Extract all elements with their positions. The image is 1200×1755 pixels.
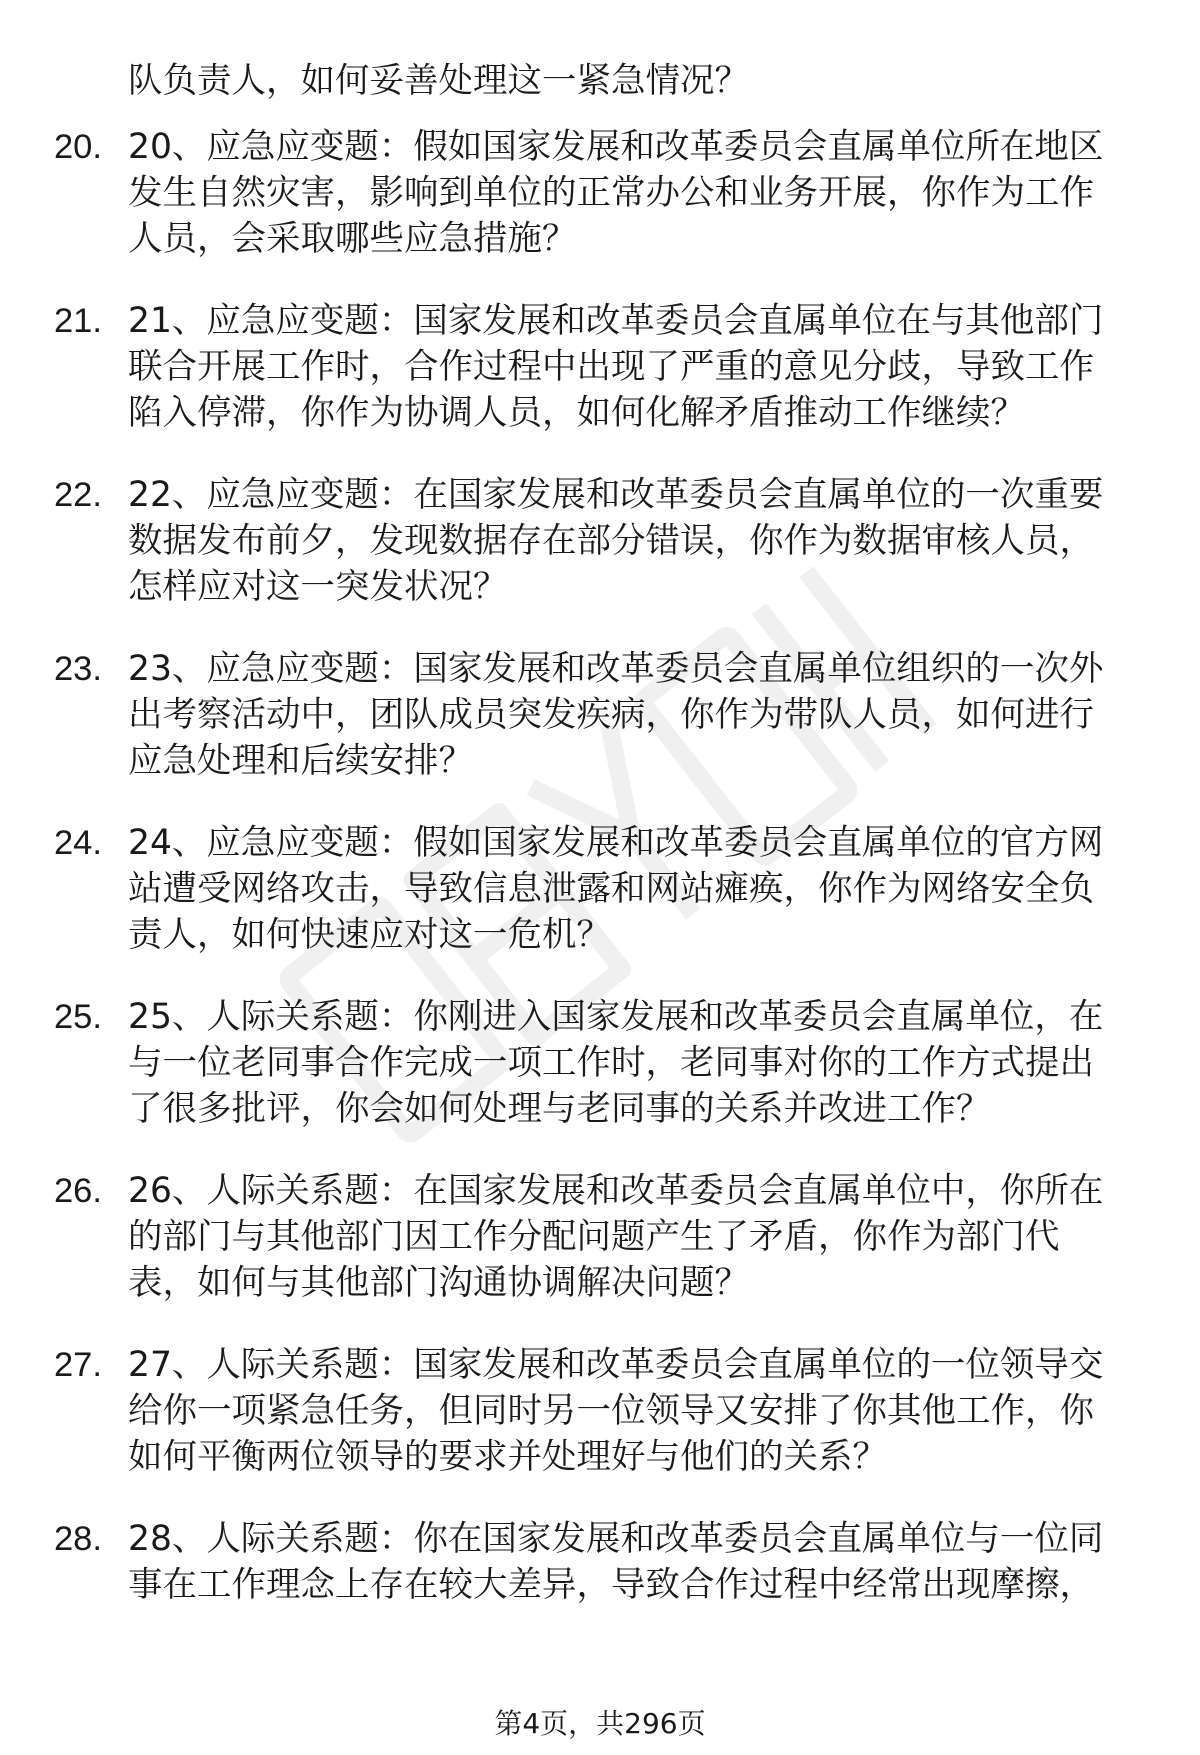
item-text-line: 21、应急应变题：国家发展和改革委员会直属单位在与其他部门 xyxy=(128,301,1104,341)
item-text-line: 怎样应对这一突发状况？ xyxy=(128,567,508,607)
item-text xyxy=(128,1516,1154,1608)
list-item xyxy=(54,298,1154,436)
item-text-line: 责人，如何快速应对这一危机？ xyxy=(128,915,611,955)
item-text-line: 出考察活动中，团队成员突发疾病，你作为带队人员，如何进行 xyxy=(128,695,1094,735)
item-number: 27. xyxy=(54,1346,102,1384)
item-text-line: 24、应急应变题：假如国家发展和改革委员会直属单位的官方网 xyxy=(128,823,1104,863)
item-number: 23. xyxy=(54,650,102,688)
list-item xyxy=(54,646,1154,784)
list-item xyxy=(54,1342,1154,1480)
item-text-line: 陷入停滞，你作为协调人员，如何化解矛盾推动工作继续？ xyxy=(128,393,1025,433)
item-number: 25. xyxy=(54,998,102,1036)
item-number: 22. xyxy=(54,476,102,514)
item-text-line: 了很多批评，你会如何处理与老同事的关系并改进工作？ xyxy=(128,1089,991,1129)
item-text-line: 28、人际关系题：你在国家发展和改革委员会直属单位与一位同 xyxy=(128,1519,1104,1559)
item-text xyxy=(128,994,1154,1132)
list-item xyxy=(54,820,1154,958)
list-item xyxy=(54,1168,1154,1306)
item-text-line: 的部门与其他部门因工作分配问题产生了矛盾，你作为部门代 xyxy=(128,1217,1060,1257)
item-text-line: 人员，会采取哪些应急措施？ xyxy=(128,219,577,259)
item-number: 21. xyxy=(54,302,102,340)
item-text-line: 与一位老同事合作完成一项工作时，老同事对你的工作方式提出 xyxy=(128,1043,1094,1083)
item-text xyxy=(128,646,1154,784)
item-text xyxy=(128,124,1154,262)
item-text xyxy=(128,820,1154,958)
item-text-line: 事在工作理念上存在较大差异，导致合作过程中经常出现摩擦， xyxy=(128,1565,1094,1605)
continued-text-line: 队负责人，如何妥善处理这一紧急情况？ xyxy=(128,61,749,101)
item-text-line: 联合开展工作时，合作过程中出现了严重的意见分歧，导致工作 xyxy=(128,347,1094,387)
item-text-line: 应急处理和后续安排？ xyxy=(128,741,473,781)
item-text-line: 26、人际关系题：在国家发展和改革委员会直属单位中，你所在 xyxy=(128,1171,1104,1211)
item-text xyxy=(128,1168,1154,1306)
question-list xyxy=(54,58,1154,1608)
item-text-line: 表，如何与其他部门沟通协调解决问题？ xyxy=(128,1263,749,1303)
item-number: 28. xyxy=(54,1520,102,1558)
item-text-line: 25、人际关系题：你刚进入国家发展和改革委员会直属单位，在 xyxy=(128,997,1104,1037)
list-item xyxy=(54,1516,1154,1608)
item-text-line: 数据发布前夕，发现数据存在部分错误，你作为数据审核人员， xyxy=(128,521,1094,561)
item-text-line: 27、人际关系题：国家发展和改革委员会直属单位的一位领导交 xyxy=(128,1345,1104,1385)
item-text-line: 如何平衡两位领导的要求并处理好与他们的关系？ xyxy=(128,1437,887,1477)
items-container xyxy=(54,124,1154,1608)
item-number: 26. xyxy=(54,1172,102,1210)
list-item xyxy=(54,124,1154,262)
item-text-line: 发生自然灾害，影响到单位的正常办公和业务开展，你作为工作 xyxy=(128,173,1094,213)
item-text xyxy=(128,1342,1154,1480)
item-number: 20. xyxy=(54,128,102,166)
item-number: 24. xyxy=(54,824,102,862)
item-text-line: 23、应急应变题：国家发展和改革委员会直属单位组织的一次外 xyxy=(128,649,1104,689)
item-text-line: 20、应急应变题：假如国家发展和改革委员会直属单位所在地区 xyxy=(128,127,1104,167)
item-text-line: 给你一项紧急任务，但同时另一位领导又安排了你其他工作，你 xyxy=(128,1391,1094,1431)
list-item xyxy=(54,994,1154,1132)
item-text-line: 站遭受网络攻击，导致信息泄露和网站瘫痪，你作为网络安全负 xyxy=(128,869,1094,909)
item-text xyxy=(128,472,1154,610)
item-text xyxy=(128,298,1154,436)
item-text-line: 22、应急应变题：在国家发展和改革委员会直属单位的一次重要 xyxy=(128,475,1104,515)
list-item xyxy=(54,472,1154,610)
page-number: 第4页，共296页 xyxy=(494,1707,706,1740)
